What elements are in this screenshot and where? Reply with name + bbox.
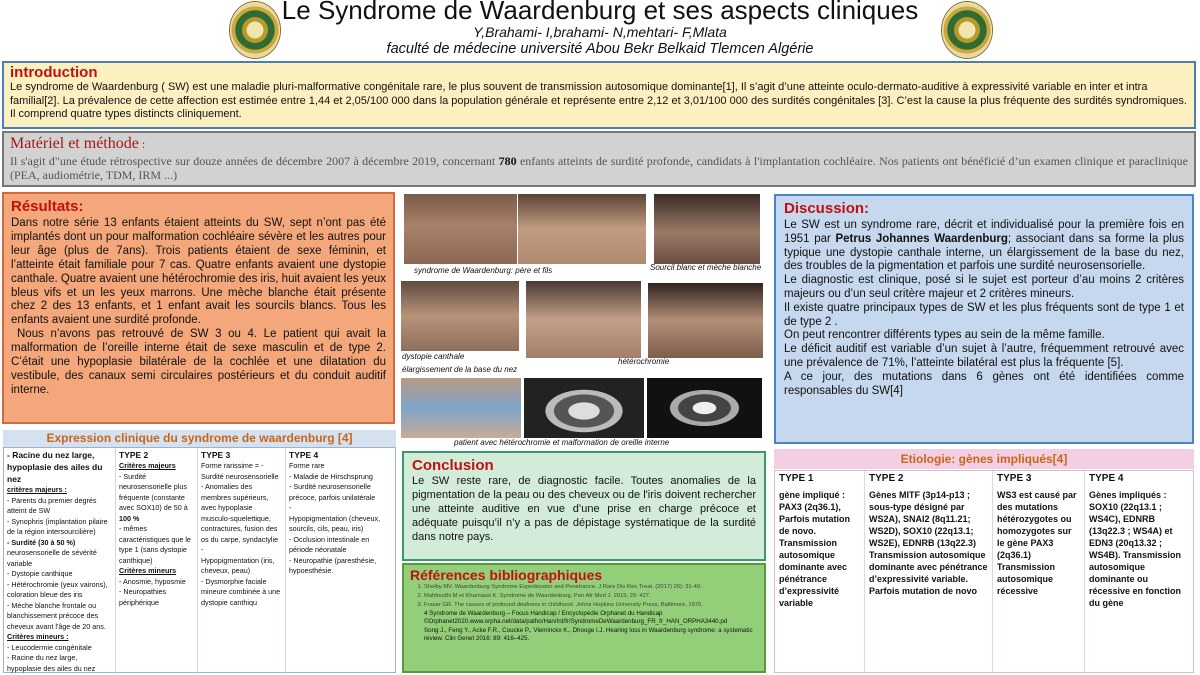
photo-blue-eyes xyxy=(401,378,521,438)
etiology-type-1-header: TYPE 1 xyxy=(779,473,814,484)
etiology-type-4-header: TYPE 4 xyxy=(1089,473,1124,484)
poster-title: Le Syndrome de Waardenburg et ses aspects cliniques xyxy=(281,0,919,25)
expression-type-2 xyxy=(116,448,198,674)
poster-authors: Y,Brahami- I,brahami- N,mehtari- F,Mlata xyxy=(473,24,727,40)
caption-father-son: syndrome de Waardenburg: père et fils xyxy=(414,266,553,275)
type4-item: - Surdité neurosensorielle précoce, parfois unilatérale xyxy=(289,482,376,502)
methods-title-text: Matériel et méthode xyxy=(10,135,139,152)
conclusion-text: Le SW reste rare, de diagnostic facile. Toutes anomalies de la pigmentation de la peau ou des cheveux ou de l'iris doivent rechercher une atteinte auditive en vue d’une prise en charge précoce et adéquate puisqu’il n’y a pas de dépistage systématique de la surdité dans notre pays. xyxy=(412,475,756,543)
discussion-paragraph-6: A ce jour, des mutations dans 6 gènes ont été identifiées comme responsables du SW[4] xyxy=(784,370,1184,397)
caption-canthal-dystopia: dystopie canthale xyxy=(402,352,465,361)
type1-minor-heading: Critères mineurs : xyxy=(7,632,69,641)
type2-minor-heading: Critères mineurs xyxy=(119,566,177,575)
ct-scan-2 xyxy=(647,378,762,438)
type3-item: Hypopigmentation (iris, cheveux, peau) xyxy=(201,555,275,575)
poster-faculty: faculté de médecine université Abou Bekr Belkaid Tlemcen Algérie xyxy=(386,41,814,57)
methods-title xyxy=(10,134,1188,154)
etiology-table xyxy=(774,470,1194,673)
type2-major-heading: Critères majeurs xyxy=(119,461,176,470)
type1-item: - Racine du nez large, hypoplasie des ailes du nez xyxy=(7,653,96,673)
type1-item: - Parents du premier degrés atteint de SW xyxy=(7,495,97,515)
type1-major-heading: critères majeurs : xyxy=(7,485,67,494)
type3-item: Forme rarissime = - Surdité neurosensorielle xyxy=(201,461,279,481)
references-list xyxy=(424,583,758,643)
type2-item: - Surdité neurosensorielle plus fréquente (constante avec SOX10) de 50 à xyxy=(119,471,188,512)
type2-item: - mêmes caractéristiques que le type 1 (sans dystopie canthique) xyxy=(119,524,191,565)
discussion-paragraph-3: Il existe quatre principaux types de SW et les plus fréquents sont de type 1 et de type 2 . xyxy=(784,301,1184,328)
etiology-title: Etiologie: gènes impliqués[4] xyxy=(774,449,1194,469)
references-section xyxy=(402,563,766,673)
results-paragraph-1: Dans notre série 13 enfants étaient atteints du SW, sept n’ont pas été implantés dont un pour malformation cochléaire sévère et les autres pour leur âge (plus de 7ans). Trois patients étaient de sexe féminin, et l’atteinte était familiale pour 7 cas. Quatre enfants avaient une dystopie canthale. Quatre avaient une hétérochromie des iris, huit avaient les yeux bleus vifs et un les yeux marrons. Une mèche blanche était présente chez 2 des 13 enfants, et 1 enfant avait les sourcils blancs. Tous les enfants avaient une surdité profonde. xyxy=(11,217,386,327)
type4-item: - Neuropathie (paresthésie, hypoesthésie. xyxy=(289,555,377,575)
ct-scan-1 xyxy=(524,378,644,438)
caption-heterochromia: hétérochromie xyxy=(618,357,670,366)
etiology-type-2 xyxy=(865,471,993,674)
type3-item: - Anomalies des membres supérieurs, avec hypoplasie musculo-squelettique, contractures, fusion des os du carpe, syndactylie xyxy=(201,482,279,544)
conclusion-title: Conclusion xyxy=(412,457,494,474)
type1-item: - Surdité (30 à 50 %) xyxy=(7,537,76,547)
reference-item: 2. Mahfoudhi M et Khamassi K. Syndrome de Waardenburg. Pan Afr Med J. 2015; 20: 427. xyxy=(424,592,758,600)
discussion-paragraph-5: Le déficit auditif est variable d’un sujet à l’autre, fréquemment retrouvé avec une prévalence de 71%, l’atteinte bilatéral est plus la fréquente [5]. xyxy=(784,343,1184,369)
photo-white-eyebrow xyxy=(654,194,760,264)
photo-heterochromia-2 xyxy=(648,283,763,358)
expression-type-4-header: TYPE 4 xyxy=(289,450,319,460)
type1-item: neurosensorielle de sévérité variable xyxy=(7,548,97,568)
type4-item: - Occlusion intestinale en période néonatale xyxy=(289,534,370,554)
conclusion-section xyxy=(402,451,766,561)
type2-item: 100 % xyxy=(119,513,140,523)
expression-table xyxy=(3,447,396,673)
expression-type-1-header: - Racine du nez large, hypoplasie des ailes du nez xyxy=(7,450,103,484)
expression-type-3 xyxy=(198,448,286,674)
photo-heterochromia-1 xyxy=(526,281,641,358)
discussion-paragraph-1: Le SW est un syndrome rare, décrit et individualisé pour la première fois en 1951 par Petrus Johannes Waardenburg; associant dans sa forme la plus typique une dystopie canthale interne, un élargissement de la base du nez, des troubles de la pigmentation et parfois une surdité neurosensorielle. xyxy=(784,219,1184,273)
results-title: Résultats: xyxy=(11,198,84,215)
etiology-type-3 xyxy=(993,471,1085,674)
methods-text-a: Il s'agit d"une étude rétrospective sur douze années de décembre 2007 à décembre 2019, concernant xyxy=(10,154,499,168)
type2-item: - Anosmie, hyposmie xyxy=(119,576,186,586)
reference-item: 3. Fraser GR. The causes of profound deafness in childhood. Johns Hopkins University Press, Baltimore, 1976. xyxy=(424,601,758,609)
type3-item: - xyxy=(201,545,204,554)
type4-item: Forme rare xyxy=(289,461,325,470)
reference-item: 4 Syndrome de Waardenburg – Focus Handicap / Encyclopédie Orphanet du Handicap ©Orphanet2020.www.orpha.net/data/patho/Han/Int/fr/SyndromeDeWaardenburg_FR_fr_HAN_ORPHA3440.pd xyxy=(424,610,728,625)
results-section xyxy=(2,192,395,424)
etiology-type-2-text: Gènes MITF (3p14-p13 ; sous-type désigné par WS2A), SNAI2 (8q11.21; WS2D), SOX10 (22q13.1; WS2E), EDNRB (13q22.3) Transmission autosomique dominante avec pénétrance d’expressivité variable. Parfois mutation de novo xyxy=(869,490,988,596)
reference-item: 1. Shelby MV. Waardenburg Syndrome Expedession and Penetrance. J Rare Dis Res Treat. (2017) 26): 31-40. xyxy=(424,583,758,591)
expression-type-3-header: TYPE 3 xyxy=(201,450,231,460)
etiology-type-1-text: gène impliqué : PAX3 (2q36.1), Parfois mutation de novo. Transmission autosomique dominante avec pénétrance d’expressivité variable xyxy=(779,490,851,608)
photo-canthal-dystopia xyxy=(401,281,519,351)
type4-item: - Maladie de Hirschsprung xyxy=(289,471,373,481)
introduction-title: introduction xyxy=(10,64,98,81)
expression-type-1 xyxy=(4,448,116,674)
photo-father xyxy=(404,194,517,264)
expression-type-2-header: TYPE 2 xyxy=(119,450,149,460)
etiology-type-2-header: TYPE 2 xyxy=(869,473,904,484)
discussion-paragraph-2: Le diagnostic est clinique, posé si le sujet est porteur d’au moins 2 critères majeurs ou d’un seul critère majeur et 2 critères mineurs. xyxy=(784,274,1184,300)
methods-title-colon: : xyxy=(138,137,146,151)
expression-title: Expression clinique du syndrome de waardenburg [4] xyxy=(3,430,396,447)
type1-item: - Leucodermie congénitale xyxy=(7,642,92,652)
caption-nose-base: élargissement de la base du nez xyxy=(402,365,518,374)
etiology-type-4 xyxy=(1085,471,1195,674)
methods-text xyxy=(10,154,1188,182)
type1-item: - Hétérochromie (yeux vairons), coloration bleue des iris xyxy=(7,579,108,599)
etiology-type-1 xyxy=(775,471,865,674)
type4-item: Hypopigmentation (cheveux, sourcils, cils, peau, iris) xyxy=(289,513,381,533)
caption-inner-ear: patient avec hétérochromie et malformation de oreille interne xyxy=(454,438,670,447)
introduction-text: Le syndrome de Waardenburg ( SW) est une maladie pluri-malformative congénitale rare, le plus souvent de transmission autosomique dominante[1], Il s’agit d’une atteinte oculo-dermato-auditive à expressivité variable en inter et intra familial[2]. La prévalence de cette affection est estimée entre 1,44 et 2,05/100 000 dans la population générale et représente entre 2,12 et 3,01/100 000 des surdités congénitales [3]. C’est la cause la plus fréquente des surdités syndromiques. Il comprend quatre types distincts cliniquement. xyxy=(10,81,1187,120)
expression-type-4 xyxy=(286,448,396,674)
reference-item: Song J., Feng Y., Acke F.R., Coucke P., Vleminckx K., Dhooge I.J. Hearing loss in Waardenburg syndrome: a systematic review. Clin Genet 2016: 89: 416–425. xyxy=(424,627,753,642)
discussion-section xyxy=(774,194,1194,444)
type2-item: - Neuropathies périphérique xyxy=(119,587,167,607)
introduction-section xyxy=(2,61,1196,129)
methods-count: 780 xyxy=(498,154,517,168)
type4-item: - xyxy=(289,503,292,512)
etiology-type-4-text: Gènes impliqués : SOX10 (22q13.1 ; WS4C), EDNRB (13q22.3 ; WS4A) et EDN3 (20q13.32 ; WS4B). Transmission autosomique dominante ou récessive en fonction du gène xyxy=(1089,490,1182,608)
discussion-title: Discussion: xyxy=(784,200,870,217)
etiology-type-3-text: WS3 est causé par des mutations hétérozygotes ou homozygotes sur le gène PAX3 (2q36.1) Transmission autosomique récessive xyxy=(997,490,1077,596)
caption-white-eyebrow: Sourcil blanc et mèche blanche xyxy=(650,263,762,272)
methods-section xyxy=(2,131,1196,187)
photo-son xyxy=(518,194,646,264)
references-title: Références bibliographiques xyxy=(410,567,603,583)
methods-text-b: enfants atteints de surdité profonde, candidats à l'implantation cochléaire. Nos patients ont bénéficié d’un examen clinique et paraclinique (PEA, audiométrie, TDM, IRM ...) xyxy=(10,154,1189,182)
type1-item: - Mèche blanche frontale ou blanchissement précoce des cheveux avant l'âge de 20 ans. xyxy=(7,600,106,631)
results-paragraph-2: Nous n’avons pas retrouvé de SW 3 ou 4. Le patient qui avait la malformation de l’oreille interne était de sexe masculin et de type 2. C’était une hypoplasie bilatérale de la cochlée et une dilatation du vestibule, des canaux semi circulaires postérieurs et du conduit auditif interne. xyxy=(11,328,386,396)
discussion-paragraph-4: On peut rencontrer différents types au sein de la même famille. xyxy=(784,329,1105,342)
type1-item: - Dystopie canthique xyxy=(7,569,73,578)
type1-item: - Synophris (implantation pilaire de la région intersourcilière) xyxy=(7,516,108,536)
etiology-type-3-header: TYPE 3 xyxy=(997,473,1032,484)
waardenburg-name: Petrus Johannes Waardenburg xyxy=(835,232,1008,245)
type3-item: - Dysmorphie faciale mineure combinée à une dystopie canthiqu xyxy=(201,576,281,607)
